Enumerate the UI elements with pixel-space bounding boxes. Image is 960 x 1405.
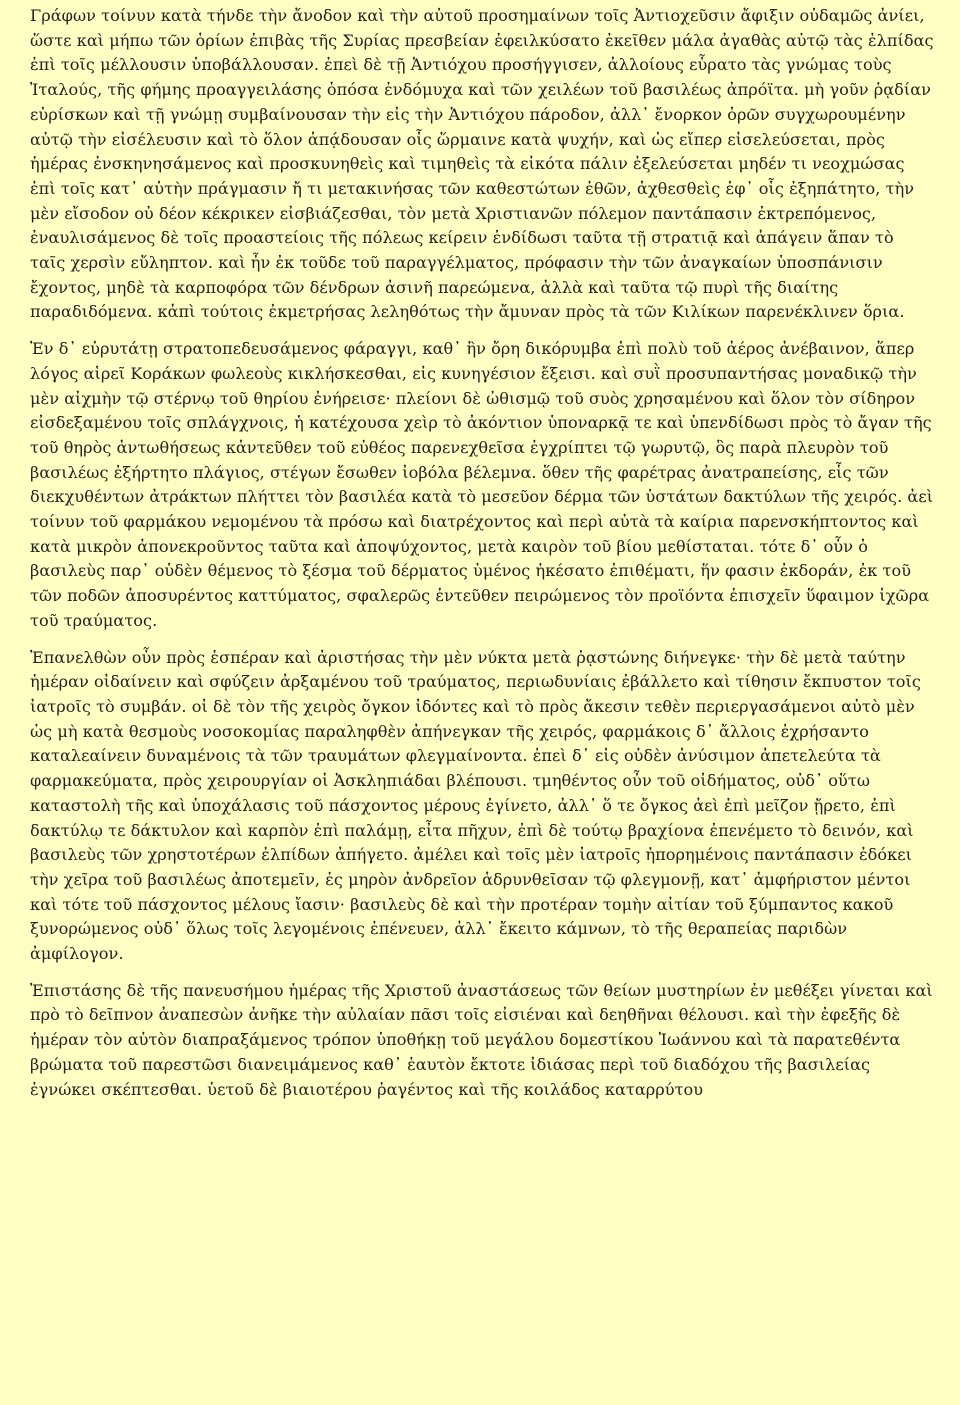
paragraph-4: Ἐπιστάσης δὲ τῆς πανευσήμου ἡμέρας τῆς Χριστοῦ ἀναστάσεως τῶν θείων μυστηρίων ἐν μεθέξει γίνεται καὶ πρὸ τὸ δεῖπνον ἀναπεσὼν ἀνῆκε τὴν αὐλαίαν πᾶσι τοῖς εἰσιέναι καὶ δεηθῆναι θέλουσι. καὶ τὴν ἐφεξῆς δὲ ἡμέραν τὸν αὐτὸν διαπραξάμενος τρόπον ὑποθήκῃ τοῦ μεγάλου δομεστίκου Ἰωάννου καὶ τὰ παρατεθέντα βρώματα τοῦ παρεστῶσι διανειμάμενος καθ᾽ ἑαυτὸν ἔκτοτε ἰδιάσας περὶ τοῦ διαδόχου τῆς βασιλείας ἐγνώκει σκέπτεσθαι. ὑετοῦ δὲ βιαιοτέρου ῥαγέντος καὶ τῆς κοιλάδος καταρρύτου [30, 980, 933, 1099]
paragraph-3: Ἐπανελθὼν οὖν πρὸς ἑσπέραν καὶ ἀριστήσας τὴν μὲν νύκτα μετὰ ῥᾳστώνης διήνεγκε· τὴν δὲ μετὰ ταύτην ἡμέραν οἰδαίνειν καὶ σφύζειν ἀρξαμένου τοῦ τραύματος, περιωδυνίαις ἐβάλλετο καὶ τίθησιν ἔκπυστον τοῖς ἰατροῖς τὸ συμβάν. οἱ δὲ τὸν τῆς χειρὸς ὄγκον ἰδόντες καὶ τὸ πρὸς ἄκεσιν τεθὲν περιεργασάμενοι αὐτὸ μὲν ὡς μὴ κατὰ θεσμοὺς νοσοκομίας παραληφθὲν ἀπήνεγκαν τῆς χειρός, φαρμάκοις δ᾽ ἄλλοις ἐχρήσαντο καταλεαίνειν δυναμένοις τὰ τῶν τραυμάτων φλεγμαίνοντα. ἐπεὶ δ᾽ εἰς οὐδὲν ἀνύσιμον ἀπετελεύτα τὰ φαρμακεύματα, πρὸς χειρουργίαν οἱ Ἀσκληπιάδαι βλέπουσι. τμηθέντος οὖν τοῦ οἰδήματος, οὐδ᾽ οὕτω καταστολὴ τῆς καὶ ὑποχάλασις τοῦ πάσχοντος μέρους ἐγίνετο, ἀλλ᾽ ὅ τε ὄγκος ἀεὶ ἐπὶ μεῖζον ᾔρετο, ἐπὶ δακτύλῳ τε δάκτυλον καὶ καρπὸν ἐπὶ παλάμῃ, εἶτα πῆχυν, ἐπὶ δὲ τούτῳ βραχίονα ἐπενέμετο τὸ δεινόν, καὶ βασιλεὺς τῶν χρηστοτέρων ἐλπίδων ἀπήγετο. ἀμέλει καὶ τοῖς μὲν ἰατροῖς ἠπορημένοις παντάπασιν ἐδόκει τὴν χεῖρα τοῦ βασιλέως ἀποτεμεῖν, ἐς μηρὸν ἀνδρεῖον ἁδρυνθεῖσαν τῷ φλεγμονῇ, κατ᾽ ἀμφήριστον μέντοι καὶ τότε τοῦ πάσχοντος μέλους ἴασιν· βασιλεὺς δὲ καὶ τὴν προτέραν τομὴν αἰτίαν τοῦ ξύμπαντος κακοῦ ξυνορώμενος οὐδ᾽ ὅλως τοῖς λεγομένοις ἐπένευεν, ἀλλ᾽ ἔκειτο κάμνων, τὸ τῆς θεραπείας παριδὼν ἀμφίλογον. [30, 647, 921, 964]
paragraph-1: Γράφων τοίνυν κατὰ τήνδε τὴν ἄνοδον καὶ τὴν αὐτοῦ προσημαίνων τοῖς Ἀντιοχεῦσιν ἄφιξιν οὐδαμῶς ἀνίει, ὥστε καὶ μήπω τῶν ὁρίων ἐπιβὰς τῆς Συρίας πρεσβείαν ἐφειλκύσατο ἐκεῖθεν μάλα ἀγαθὰς αὐτῷ τὰς ἐλπίδας ἐπὶ τοῖς μέλλουσιν ὑποβάλλουσαν. ἐπεὶ δὲ τῇ Ἀντιόχου προσήγγισεν, ἀλλοίους εὗρατο τὰς γνώμας τοὺς Ἰταλούς, τῆς φήμης προαγγειλάσης ὁπόσα ἐνδόμυχα καὶ τῶν χειλέων τοῦ βασιλέως ἀπρόϊτα. μὴ γοῦν ῥᾳδίαν εὑρίσκων καὶ τῇ γνώμῃ συμβαίνουσαν τὴν εἰς τὴν Ἀντιόχου πάροδον, ἀλλ᾽ ἔνορκον ὁρῶν συγχωρουμένην αὐτῷ τὴν εἰσέλευσιν καὶ τὸ ὅλον ἀπᾴδουσαν οἷς ὥρμαινε κατὰ ψυχήν, καὶ ὡς εἴπερ εἰσελεύσεται, πρὸς ἡμέρας ἐνσκηνησάμενος καὶ προσκυνηθεὶς καὶ τιμηθεὶς τὰ εἰκότα πάλιν ἐξελεύσεται μηδέν τι νεοχμώσας ἐπὶ τοῖς κατ᾽ αὐτὴν πράγμασιν ἤ τι μετακινήσας τῶν καθεστώτων ἐθῶν, ἀχθεσθεὶς ἐφ᾽ οἷς ἐξηπάτητο, τὴν μὲν εἴσοδον οὐ δέον κέκρικεν εἰσβιάζεσθαι, τὸν μετὰ Χριστιανῶν πόλεμον παντάπασιν ἐκτρεπόμενος, ἐναυλισάμενος δὲ τοῖς προαστείοις τῆς πόλεως κείρειν ἐνδίδωσι ταῦτα τῇ στρατιᾷ καὶ ἀπάγειν ἅπαν τὸ ταῖς χερσὶν εὔληπτον. καὶ ἦν ἐκ τοῦδε τοῦ παραγγέλματος, πρόφασιν τὴν τῶν ἀναγκαίων ὑποσπάνισιν ἔχοντος, μηδὲ τὰ καρποφόρα τῶν δένδρων ἀσινῆ παρεώμενα, ἀλλὰ καὶ ταῦτα τῷ πυρὶ τῆς διαίτης παραδιδόμενα. κἀπὶ τούτοις ἐκμετρήσας λεληθότως τὴν ἄμυναν πρὸς τὰ τῶν Κιλίκων παρενέκλινεν ὅρια. [30, 6, 934, 322]
paragraph-2: Ἐν δ᾽ εὐρυτάτῃ στρατοπεδευσάμενος φάραγγι, καθ᾽ ἣν ὄρη δικόρυμβα ἐπὶ πολὺ τοῦ ἀέρος ἀνέβαινον, ἅπερ λόγος αἱρεῖ Κοράκων φωλεοὺς κικλήσκεσθαι, εἰς κυνηγέσιον ἔξεισι. καὶ συῒ προσυπαντήσας μοναδικῷ τὴν μὲν αἰχμὴν τῷ στέρνῳ τοῦ θηρίου ἐνήρεισε· πλείονι δὲ ὠθισμῷ τοῦ συὸς χρησαμένου καὶ ὅλον τὸν σίδηρον εἰσδεξαμένου τοῖς σπλάγχνοις, ἡ κατέχουσα χεὶρ τὸ ἀκόντιον ὑποναρκᾷ τε καὶ ὑπενδίδωσι πρὸς τὸ ἄγαν τῆς τοῦ θηρὸς ἀντωθήσεως κἀντεῦθεν τοῦ εὐθέος παρενεχθεῖσα ἐγχρίπτει τῷ γωρυτῷ, ὃς παρὰ πλευρὸν τοῦ βασιλέως ἐξήρτητο πλάγιος, στέγων ἔσωθεν ἰοβόλα βέλεμνα. ὅθεν τῆς φαρέτρας ἀνατραπείσης, εἷς τῶν διεκχυθέντων ἀτράκτων πλήττει τὸν βασιλέα κατὰ τὸ μεσεῦον δέρμα τῶν ὑστάτων δακτύλων τῆς χειρός. ἀεὶ τοίνυν τοῦ φαρμάκου νεμομένου τὰ πρόσω καὶ διατρέχοντος καὶ περὶ αὐτὰ τὰ καίρια παρενσκήπτοντος καὶ κατὰ μικρὸν ἀπονεκροῦντος ταῦτα καὶ ἀποψύχοντος, μετὰ καιρὸν τοῦ βίου μεθίσταται. τότε δ᾽ οὖν ὁ βασιλεὺς παρ᾽ οὐδὲν θέμενος τὸ ξέσμα τοῦ δέρματος ὑμένος ἠκέσατο ἐπιθέματι, ἥν φασιν ἐκδοράν, ἐκ τοῦ τῶν ποδῶν ἀποσυρέντος καττύματος, σφαλερῶς ἐντεῦθεν πειρώμενος τὸν προϊόντα ἐπισχεῖν ὕφαιμον ἰχῶρα τοῦ τραύματος. [30, 339, 934, 630]
